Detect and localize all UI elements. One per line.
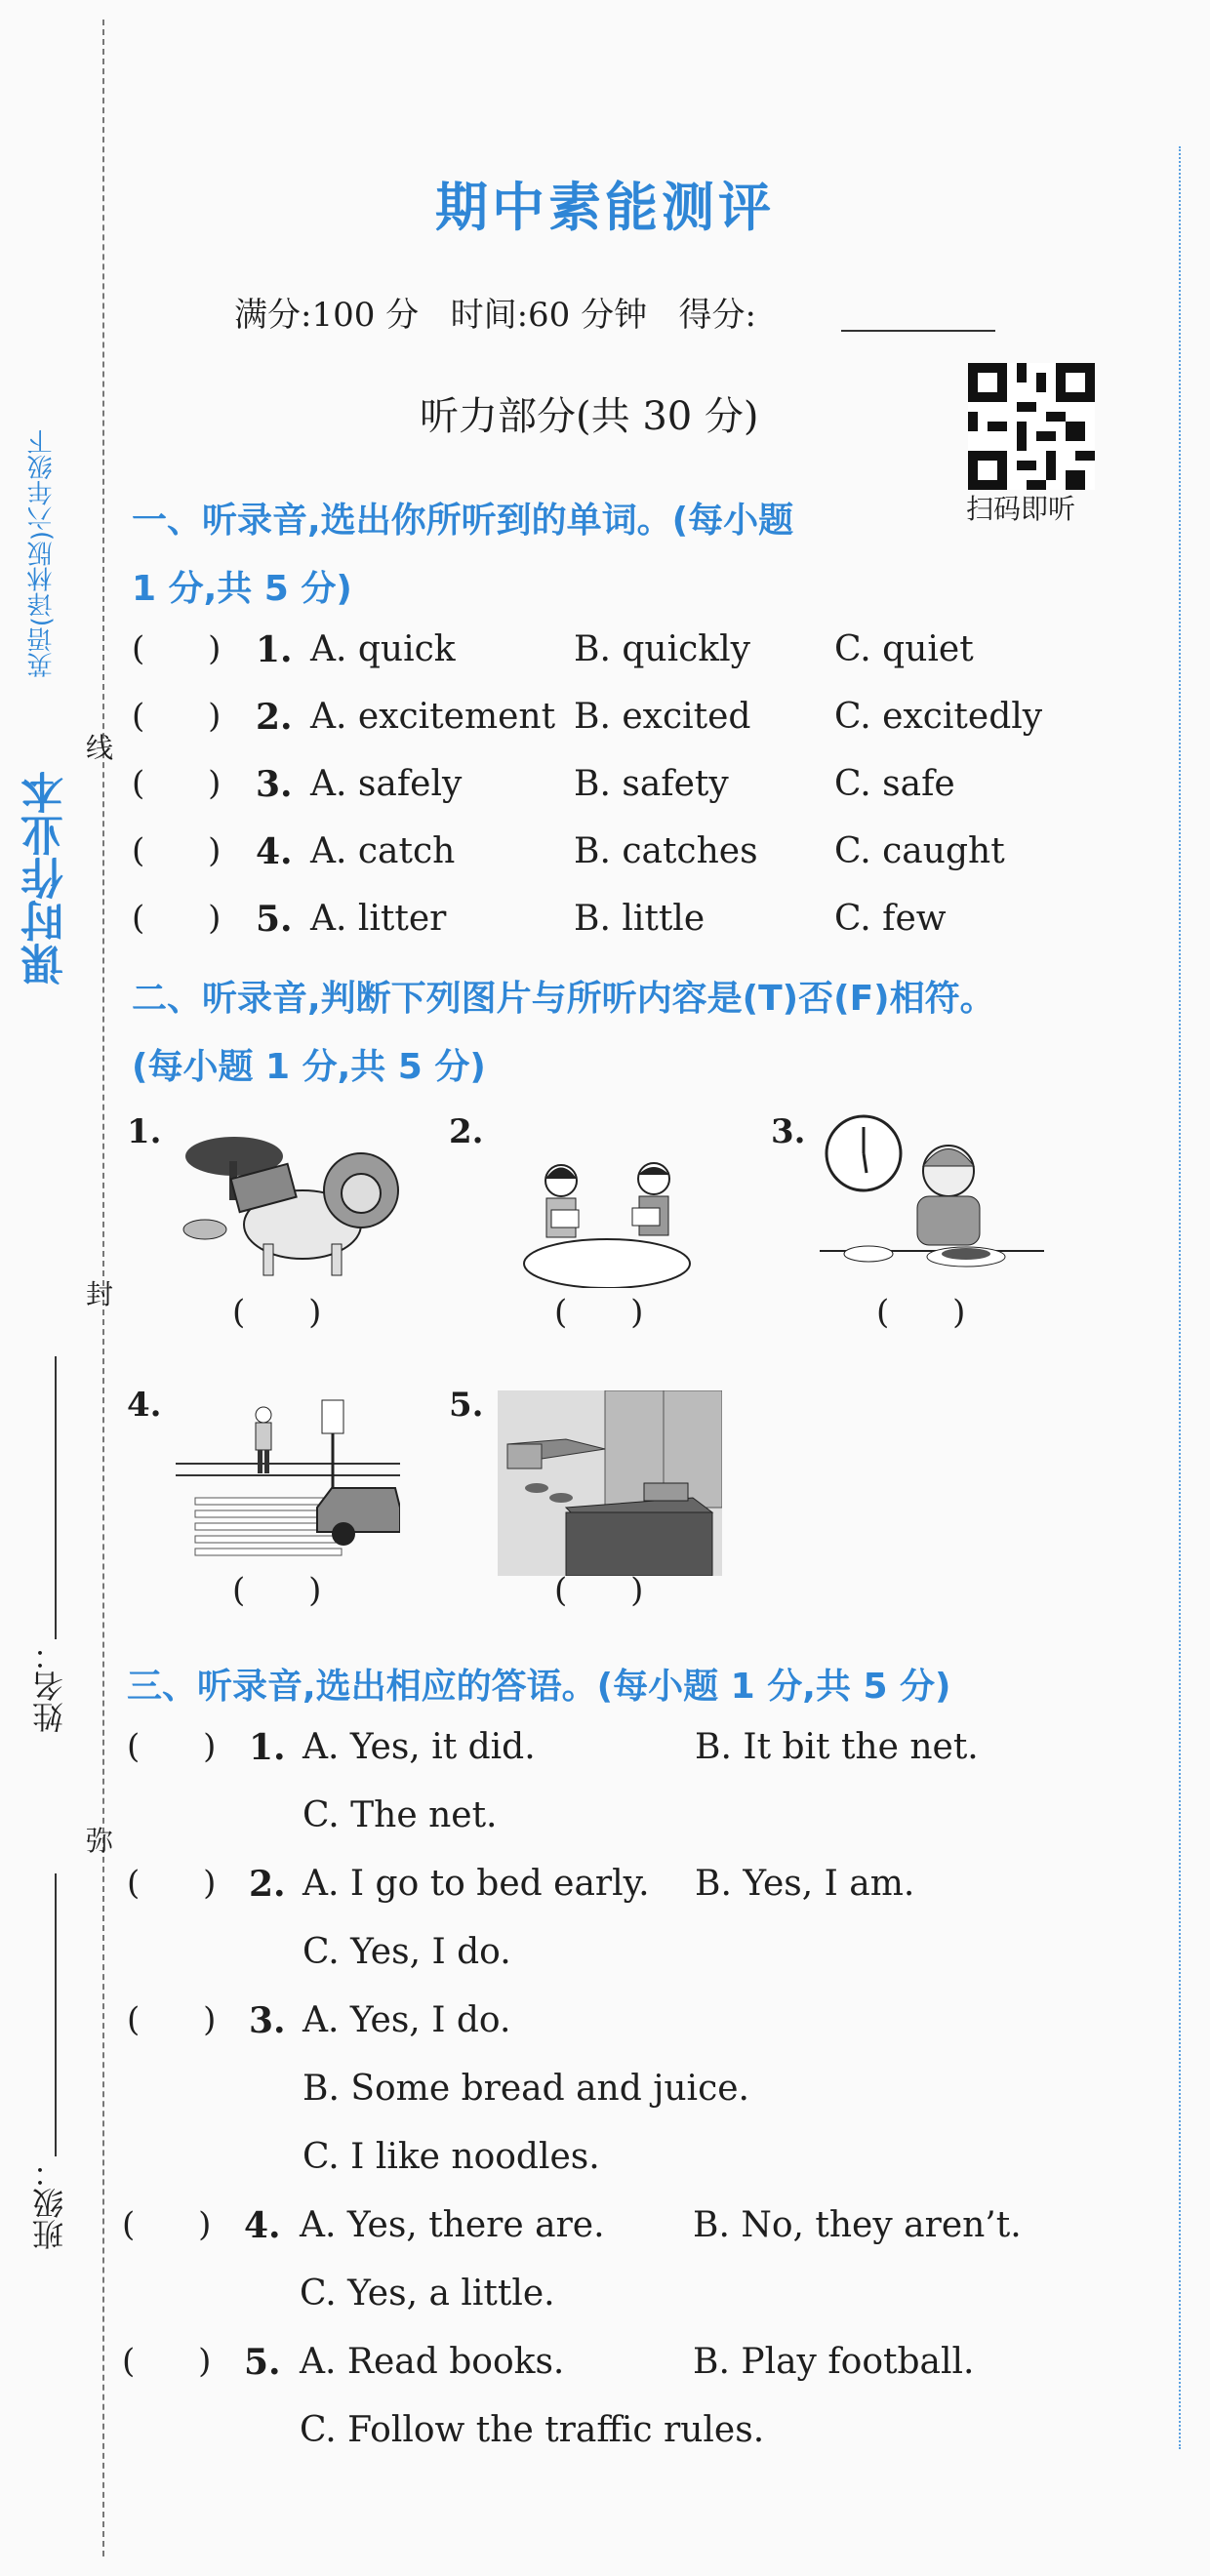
book-subtitle: 英语(译林版)六年级下 [27,429,57,678]
name-field[interactable] [55,1356,57,1639]
answer-blank[interactable]: ( ) [127,1727,217,1766]
item-number: 4. [244,2205,281,2246]
option-c: C. quiet [834,629,974,669]
option-c: C. excitedly [834,697,1043,737]
qr-code-icon [968,363,1095,490]
boy-eating-picture [820,1112,1044,1288]
picture-number: 1. [127,1112,162,1151]
option-a: A. Yes, there are. [300,2205,605,2245]
option-a: A. Yes, I do. [302,2000,511,2040]
answer-blank[interactable]: ( ) [127,1864,217,1903]
item-number: 3. [249,2000,286,2041]
item-number: 5. [256,899,293,940]
answer-blank[interactable]: ( ) [554,1293,644,1332]
class-label: 班级： [31,2156,68,2250]
option-c: C. safe [834,764,955,804]
option-c: C. few [834,899,947,939]
score-field[interactable] [841,330,995,332]
section3-title: 三、听录音,选出相应的答语。(每小题 1 分,共 5 分) [127,1667,951,1707]
item-number: 3. [256,764,293,805]
answer-blank[interactable]: ( ) [132,697,222,736]
class-field[interactable] [55,1873,57,2156]
mark-seal-2: 弥 [86,1825,114,1857]
picture-number: 2. [449,1112,484,1151]
option-b: B. It bit the net. [695,1727,979,1767]
section1-title-cont: 1 分,共 5 分) [132,569,352,609]
mark-seal: 封 [86,1278,114,1310]
children-reading-picture [517,1151,698,1288]
option-a: A. I go to bed early. [302,1864,650,1904]
option-b: B. Some bread and juice. [302,2069,749,2109]
answer-blank[interactable]: ( ) [132,764,222,803]
option-b: B. catches [574,831,758,871]
option-c: C. Follow the traffic rules. [300,2410,765,2450]
option-a: A. Yes, it did. [302,1727,536,1767]
option-a: A. safely [310,764,463,804]
item-number: 5. [244,2342,281,2383]
option-c: C. The net. [302,1795,498,1835]
section1-title: 一、听录音,选出你所听到的单词。(每小题 [132,501,794,541]
mark-line: 线 [86,732,114,764]
listening-title: 听力部分(共 30 分) [420,394,759,439]
option-b: B. No, they aren’t. [693,2205,1022,2245]
item-number: 2. [249,1864,286,1905]
option-b: B. Yes, I am. [695,1864,915,1904]
option-b: B. Play football. [693,2342,975,2382]
answer-blank[interactable]: ( ) [554,1571,644,1610]
option-a: A. excitement [310,697,556,737]
crossing-road-picture [176,1395,400,1571]
option-a: A. Read books. [300,2342,565,2382]
option-a: A. catch [310,831,456,871]
option-b: B. quickly [574,629,750,669]
answer-blank[interactable]: ( ) [122,2342,212,2381]
option-b: B. excited [574,697,751,737]
item-number: 1. [256,629,293,670]
answer-blank[interactable]: ( ) [132,831,222,870]
option-b: B. safety [574,764,729,804]
answer-blank[interactable]: ( ) [232,1293,322,1332]
option-a: A. quick [310,629,456,669]
picture-number: 3. [771,1112,806,1151]
answer-blank[interactable]: ( ) [127,2000,217,2039]
option-c: C. Yes, I do. [302,1932,511,1972]
answer-blank[interactable]: ( ) [132,629,222,668]
option-c: C. I like noodles. [302,2137,600,2177]
option-c: C. Yes, a little. [300,2274,555,2314]
item-number: 4. [256,831,293,872]
picture-number: 5. [449,1386,484,1425]
option-b: B. little [574,899,706,939]
option-a: A. litter [310,899,447,939]
page-title: 期中素能测评 [435,177,775,238]
score-info: 满分:100 分 时间:60 分钟 得分: [234,296,756,335]
name-label: 姓名： [31,1639,68,1733]
option-c: C. caught [834,831,1005,871]
room-picture [498,1390,722,1576]
lion-picture [176,1117,405,1283]
answer-blank[interactable]: ( ) [232,1571,322,1610]
picture-number: 4. [127,1386,162,1425]
right-dotted-line [1179,146,1181,2449]
qr-caption: 扫码即听 [966,493,1076,525]
section2-title: 二、听录音,判断下列图片与所听内容是(T)否(F)相符。 [132,979,995,1019]
answer-blank[interactable]: ( ) [876,1293,966,1332]
section2-title-cont: (每小题 1 分,共 5 分) [132,1047,486,1087]
item-number: 2. [256,697,293,738]
book-title: 课时作业本 [21,771,71,986]
answer-blank[interactable]: ( ) [122,2205,212,2244]
answer-blank[interactable]: ( ) [132,899,222,938]
item-number: 1. [249,1727,286,1768]
